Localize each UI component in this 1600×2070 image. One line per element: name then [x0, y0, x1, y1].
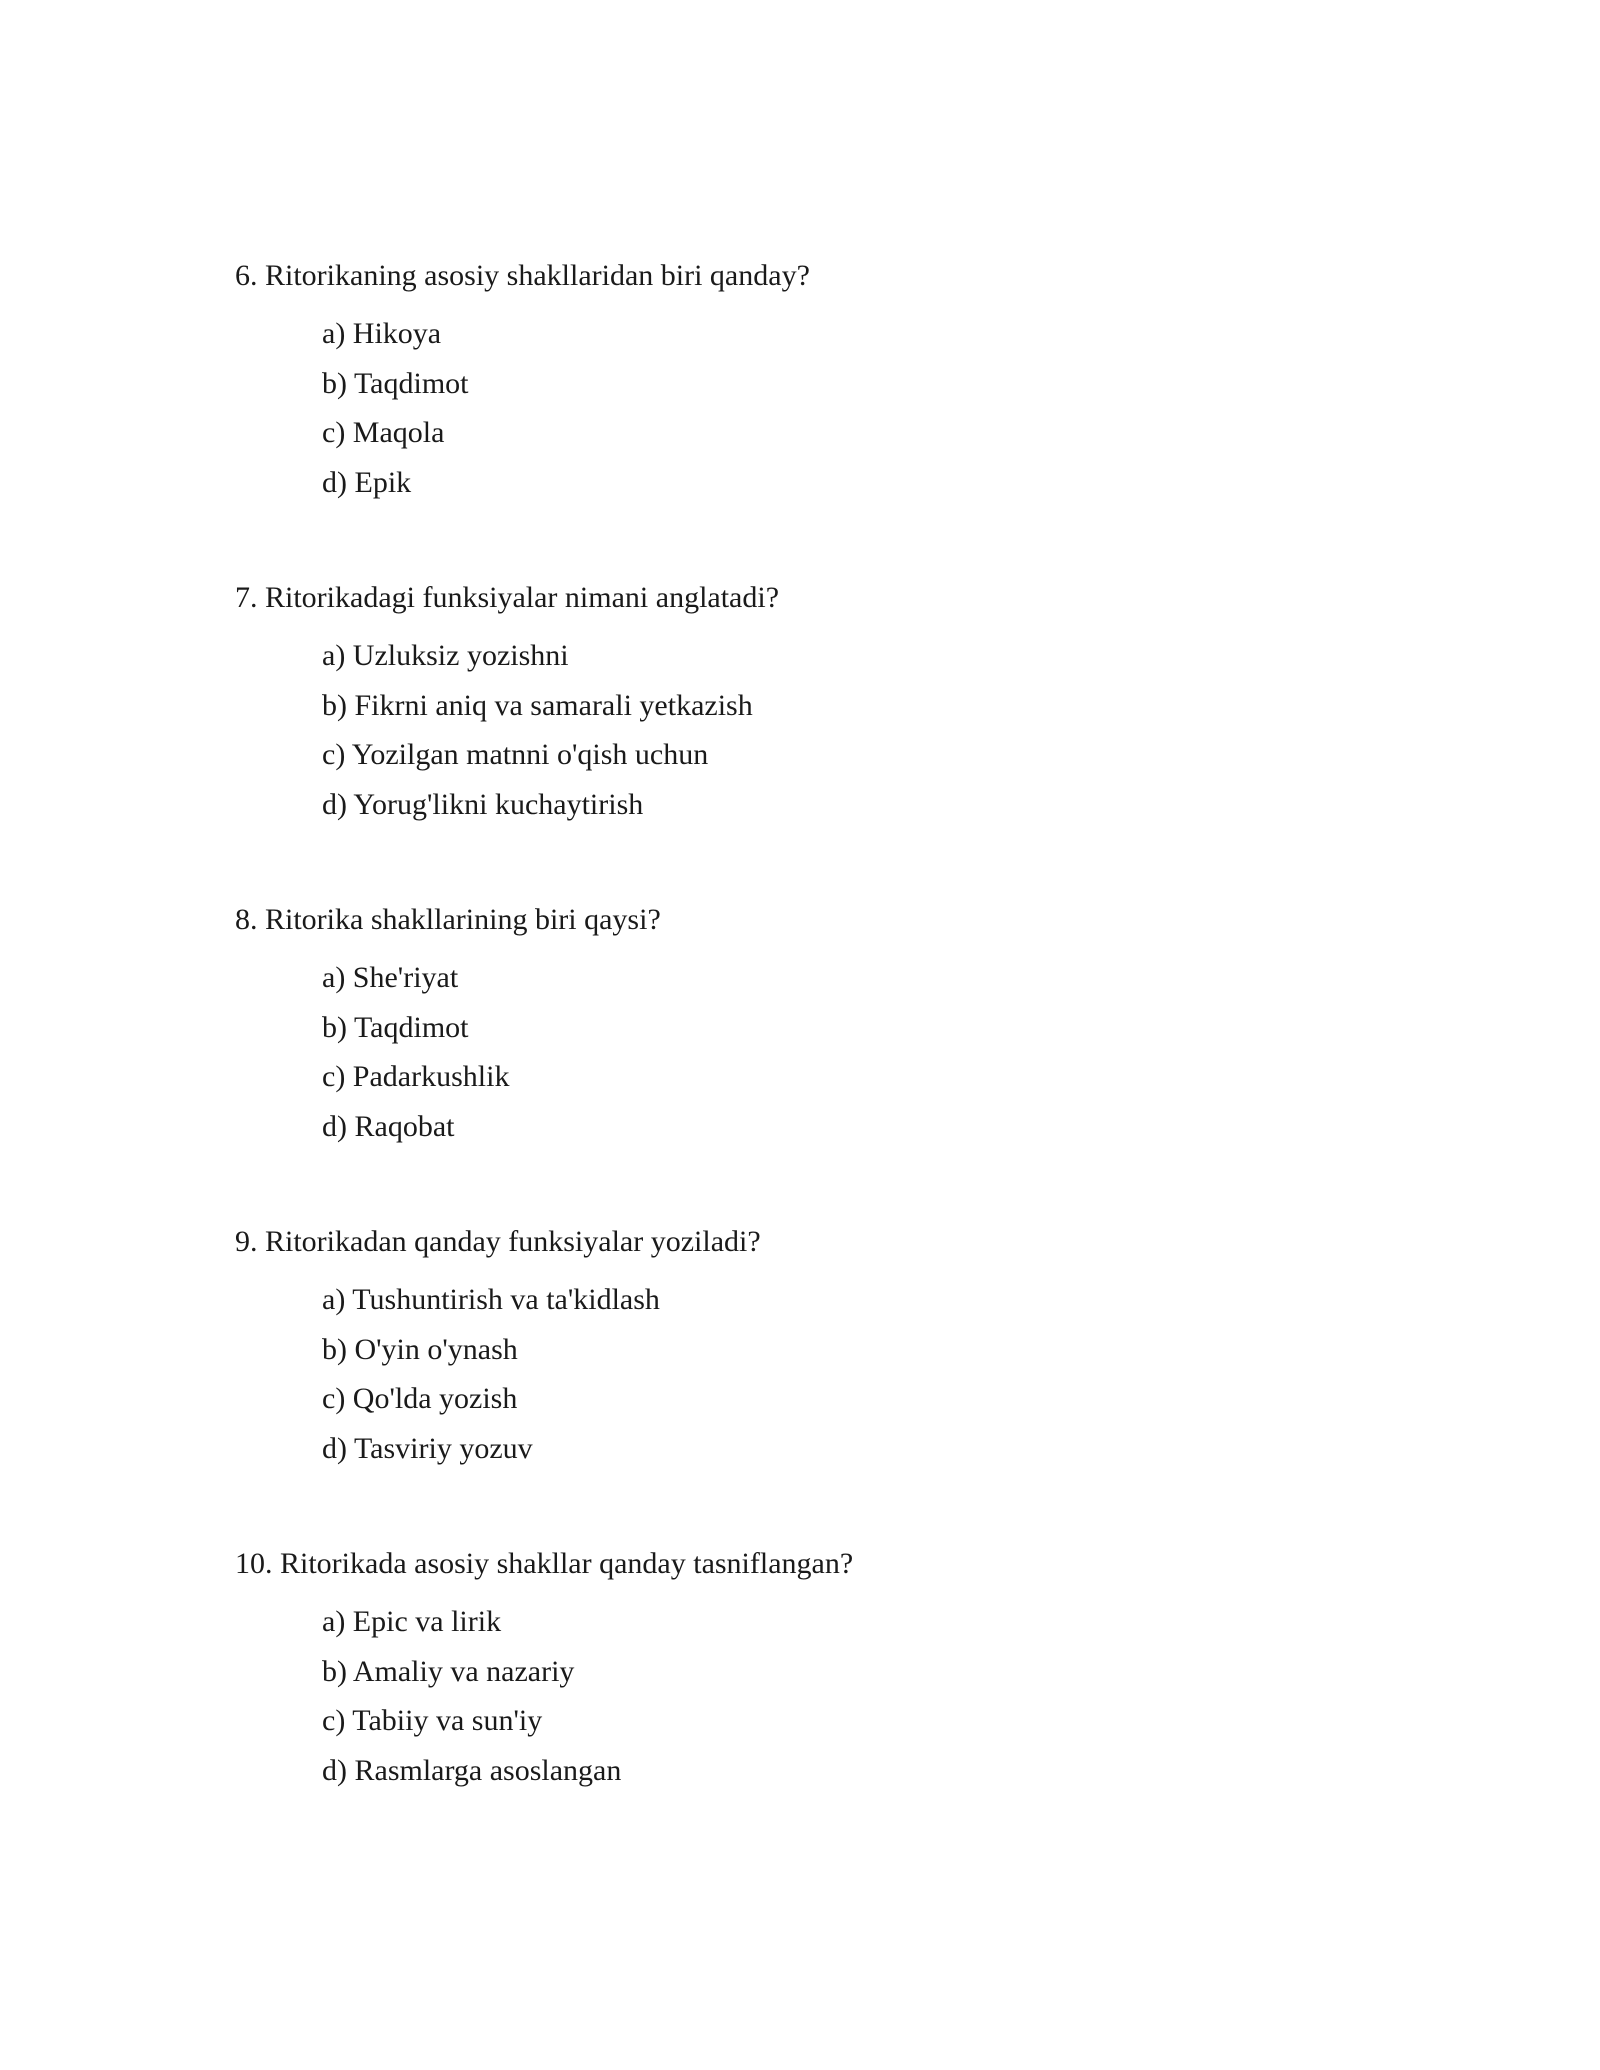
question-text: 6. Ritorikaning asosiy shakllaridan biri qanday?: [235, 259, 810, 292]
answer-option-c: c) Qo'lda yozish: [322, 1382, 518, 1415]
question-text: 8. Ritorika shakllarining biri qaysi?: [235, 903, 661, 936]
question-6: [235, 252, 1435, 574]
answer-options: [322, 1597, 1435, 1795]
answer-options: [322, 1275, 1435, 1473]
answer-option-b: b) Amaliy va nazariy: [322, 1654, 575, 1688]
answer-option-b: b) Taqdimot: [322, 1010, 469, 1044]
answer-option-a: a) She'riyat: [322, 961, 459, 994]
question-10: [235, 1540, 1435, 1862]
answer-option-c: c) Maqola: [322, 416, 445, 449]
answer-option-c: c) Tabiiy va sun'iy: [322, 1704, 543, 1737]
quiz-list: [235, 252, 1435, 1862]
question-8: [235, 896, 1435, 1218]
answer-option-a: a) Tushuntirish va ta'kidlash: [322, 1283, 660, 1316]
answer-option-d: d) Tasviriy yozuv: [322, 1431, 533, 1465]
answer-options: [322, 631, 1435, 829]
answer-option-c: c) Padarkushlik: [322, 1060, 510, 1093]
answer-option-d: d) Epik: [322, 465, 412, 499]
answer-option-d: d) Rasmlarga asoslangan: [322, 1753, 622, 1787]
answer-option-a: a) Epic va lirik: [322, 1605, 502, 1638]
question-7: [235, 574, 1435, 896]
question-text: 9. Ritorikadan qanday funksiyalar yoziladi?: [235, 1225, 761, 1258]
answer-option-b: b) O'yin o'ynash: [322, 1332, 518, 1366]
answer-options: [322, 309, 1435, 507]
answer-option-b: b) Fikrni aniq va samarali yetkazish: [322, 688, 753, 722]
answer-option-a: a) Uzluksiz yozishni: [322, 639, 569, 672]
question-text: 7. Ritorikadagi funksiyalar nimani anglatadi?: [235, 581, 780, 614]
answer-option-d: d) Raqobat: [322, 1109, 455, 1143]
answer-options: [322, 953, 1435, 1151]
answer-option-b: b) Taqdimot: [322, 366, 469, 400]
answer-option-d: d) Yorug'likni kuchaytirish: [322, 787, 644, 821]
question-text: 10. Ritorikada asosiy shakllar qanday tasniflangan?: [235, 1547, 854, 1580]
question-9: [235, 1218, 1435, 1540]
answer-option-a: a) Hikoya: [322, 317, 442, 350]
answer-option-c: c) Yozilgan matnni o'qish uchun: [322, 738, 709, 771]
